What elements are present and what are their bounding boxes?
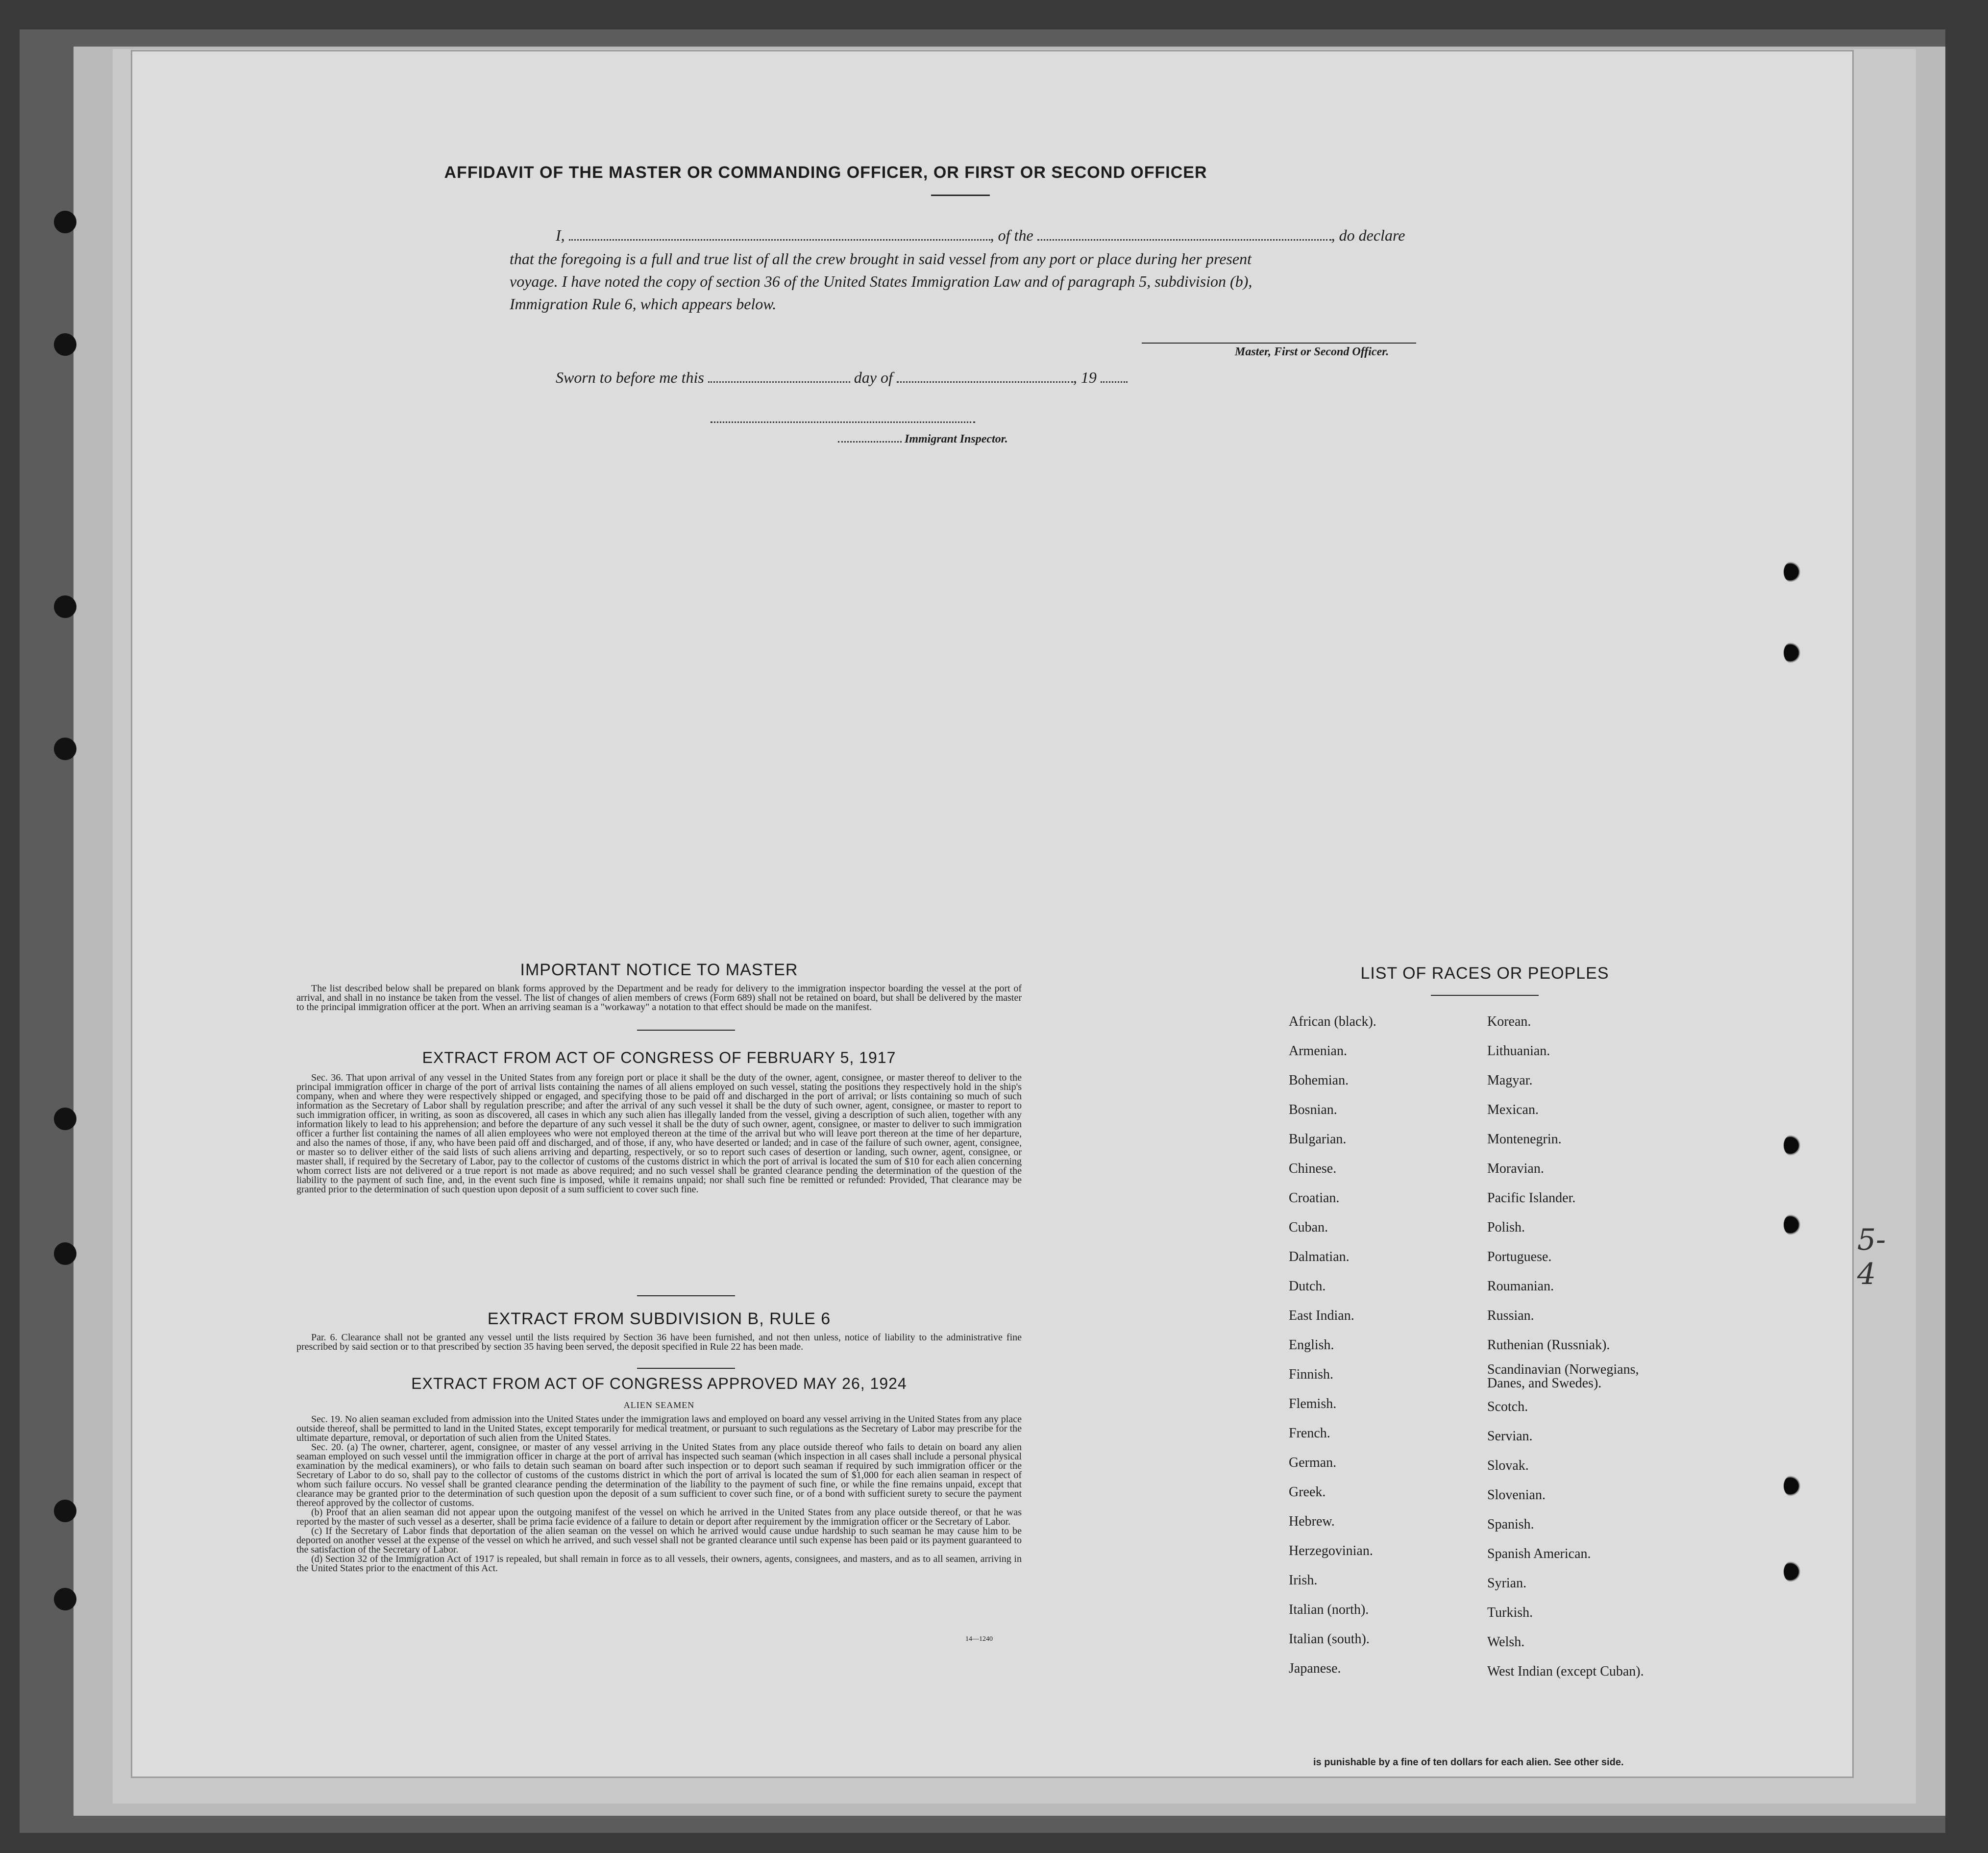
race-item: Spanish. <box>1487 1517 1534 1532</box>
affidavit-line-2: that the foregoing is a full and true list of all the crew brought in said vessel from any port or place during her present <box>510 250 1252 268</box>
race-item: German. <box>1289 1455 1337 1470</box>
extract-1917-title: EXTRACT FROM ACT OF CONGRESS OF FEBRUARY 5, 1917 <box>422 1049 896 1066</box>
race-item: Irish. <box>1289 1573 1318 1588</box>
divider <box>637 1295 735 1296</box>
race-item: Lithuanian. <box>1487 1043 1550 1059</box>
affidavit-line-3: voyage. I have noted the copy of section 36 of the United States Immigration Law and of paragraph 5, subdivision (b), <box>510 272 1252 290</box>
race-item: Herzegovinian. <box>1289 1543 1373 1558</box>
race-item: Chinese. <box>1289 1161 1337 1176</box>
divider <box>637 1368 735 1369</box>
race-item: Turkish. <box>1487 1605 1533 1620</box>
race-item: Italian (north). <box>1289 1602 1369 1617</box>
sworn-day-field[interactable] <box>708 371 850 383</box>
inspector-name-field[interactable] <box>838 435 902 443</box>
extract-1924-title: EXTRACT FROM ACT OF CONGRESS APPROVED MAY 26, 1924 <box>411 1375 907 1392</box>
race-item: Greek. <box>1289 1484 1326 1500</box>
binder-hole <box>54 1242 76 1265</box>
punch-hole <box>1784 1561 1800 1582</box>
race-item: Bohemian. <box>1289 1073 1349 1088</box>
extract-1924-sec19: Sec. 19. No alien seaman excluded from admission into the United States under the immigration laws and employed on board any vessel arriving in the United States from any place outside thereof, shall be permitted to land in the United States, except temporarily for medical treatment, or pursuant to such regulations as the Secretary of Labor may prescribe for the ultimate departure, removal, or deportation of such alien from the United States. <box>296 1414 1022 1443</box>
race-item: Finnish. <box>1289 1367 1334 1382</box>
binder-hole <box>54 738 76 760</box>
extract-1924-sec20b: (b) Proof that an alien seaman did not appear upon the outgoing manifest of the vessel on which he arrived in the United States from any place outside thereof, or that he was reported by the master of such vessel as a deserter, shall be prima facie evidence of a failure to detain or deport after requirement by the immigration officer or the Secretary of Labor. <box>296 1507 1022 1527</box>
sworn-label: Sworn to before me this <box>556 369 704 386</box>
handwritten-note: 5-4 <box>1857 1223 1886 1291</box>
race-item: Croatian. <box>1289 1190 1340 1206</box>
race-item: Bulgarian. <box>1289 1132 1347 1147</box>
affidavit-line-4: Immigration Rule 6, which appears below. <box>510 295 777 313</box>
punch-hole <box>1784 1135 1800 1156</box>
race-item: Ruthenian (Russniak). <box>1487 1337 1610 1353</box>
race-item: Japanese. <box>1289 1661 1341 1676</box>
extract-1924-sec20d: (d) Section 32 of the Immigration Act of 1917 is repealed, but shall remain in force as to all vessels, their owners, agents, consignees, and masters, and as to all seamen, arriving in the United States prior to the enactment of this Act. <box>296 1554 1022 1574</box>
binder-hole <box>54 1500 76 1522</box>
sworn-month-field[interactable] <box>897 371 1073 383</box>
race-item: Flemish. <box>1289 1396 1337 1411</box>
subdivision-paragraph: Par. 6. Clearance shall not be granted any vessel until the lists required by Section 36 have been furnished, and not then unless, notice of liability to the administrative fine prescribed by said section or to that prescribed by section 35 having been served, the deposit specified in Rule 22 has been made. <box>296 1332 1022 1352</box>
inspector-signature-line[interactable] <box>711 421 975 423</box>
races-title: LIST OF RACES OR PEOPLES <box>1360 964 1609 983</box>
binder-hole <box>54 333 76 356</box>
divider <box>1431 995 1539 996</box>
notice-title: IMPORTANT NOTICE TO MASTER <box>520 961 798 979</box>
race-item: East Indian. <box>1289 1308 1354 1323</box>
i-label: I, <box>556 226 565 244</box>
races-column-1 <box>1289 1007 1376 1683</box>
race-item: West Indian (except Cuban). <box>1487 1664 1644 1679</box>
race-item: Mexican. <box>1487 1102 1539 1117</box>
divider <box>637 1030 735 1031</box>
race-item: Syrian. <box>1487 1576 1527 1591</box>
race-item: Portuguese. <box>1487 1249 1552 1264</box>
race-item: Cuban. <box>1289 1220 1328 1235</box>
subdivision-title: EXTRACT FROM SUBDIVISION B, RULE 6 <box>487 1309 831 1328</box>
sworn-year-field[interactable] <box>1101 371 1128 383</box>
extract-1924-text <box>296 1415 1022 1573</box>
affidavit-body <box>510 247 1593 315</box>
day-of-label: day of <box>854 369 893 386</box>
notice-paragraph: The list described below shall be prepared on blank forms approved by the Department and be ready for delivery to the immigration inspector boarding the vessel at the port of arrival, and shall in no instance be taken from the vessel. The list of changes of alien members of crews (Form 689) shall not be retained on board, but shall be delivered by the master to the principal immigration officer at the port. When an arriving seaman is a "workaway" a notation to that effect should be made on the manifest. <box>296 983 1022 1013</box>
race-item: Welsh. <box>1487 1634 1525 1650</box>
divider <box>931 195 990 196</box>
extract-1917-paragraph: Sec. 36. That upon arrival of any vessel in the United States from any foreign port or place it shall be the duty of the owner, agent, consignee, or master thereof to deliver to the principal immigration officer in charge of the port of arrival lists containing the names of all aliens employed on such vessel, stating the positions they respectively hold in the ship's company, when and where they were respectively shipped or engaged, and specifying those to be paid off and discharged in the port of arrival; or lists containing so much of such information as the Secretary of Labor shall by regulation prescribe; and after the arrival of any such vessel it shall be the duty of such owner, agent, consignee, or master to report to such immigration officer, in writing, as soon as discovered, all cases in which any such alien has illegally landed from the vessel, giving a description of such alien, together with any information likely to lead to his apprehension; and before the departure of any such vessel it shall be the duty of such owner, agent, consignee, or master to deliver to such immigration officer a further list containing the names of all alien employees who were not employed thereon at the time of the arrival but who will leave port thereon at the time of her departure, and also the names of those, if any, who have been paid off and discharged, and of those, if any, who have deserted or landed; and in case of the failure of such owner, agent, consignee, or master so to deliver either of the said lists of such aliens arriving and departing, respectively, or so to report such cases of desertion or landing, such owner, agent, consignee, or master shall, if required by the Secretary of Labor, pay to the collector of customs of the customs district in which the port of arrival is located the sum of $10 for each alien concerning whom correct lists are not delivered or a true report is not made as above required; and no such vessel shall be granted clearance pending the determination of the question of the liability to the payment of such fine, and, in the event such fine is imposed, while it remains unpaid; nor shall such fine be remitted or refunded: Provided, That clearance may be granted prior to the determination of such question upon deposit of a sum sufficient to cover such fine. <box>296 1072 1022 1195</box>
race-item: Servian. <box>1487 1429 1533 1444</box>
race-item: Italian (south). <box>1289 1631 1370 1647</box>
underlying-footer-note: is punishable by a fine of ten dollars for each alien. See other side. <box>1313 1757 1624 1768</box>
race-item: Bosnian. <box>1289 1102 1337 1117</box>
punch-hole <box>1784 642 1800 664</box>
notice-text <box>296 984 1022 1012</box>
race-item: Scotch. <box>1487 1399 1528 1414</box>
master-signature-label: Master, First or Second Officer. <box>1235 346 1389 358</box>
master-name-field[interactable] <box>569 228 990 241</box>
extract-1924-sec20c: (c) If the Secretary of Labor finds that deportation of the alien seaman on the vessel on which he arrived would cause undue hardship to such seaman he may cause him to be deported on another vessel at the expense of the vessel on which he arrived, and such vessel shall not be granted clearance until such expense has been paid or its payment guaranteed to the satisfaction of the Secretary of Labor. <box>296 1526 1022 1555</box>
affidavit-title: AFFIDAVIT OF THE MASTER OR COMMANDING OFFICER, OR FIRST OR SECOND OFFICER <box>444 163 1207 182</box>
extract-1924-sec20a: Sec. 20. (a) The owner, charterer, agent, consignee, or master of any vessel arriving in the United States from any place outside thereof who fails to detain on board any alien seaman employed on such vessel until the immigration officer in charge at the port of arrival has inspected such seaman (which inspection in all cases shall include a personal physical examination by the medical examiners), or who fails to detain such seaman on board after such inspection or to deport such seaman if required by such immigration officer or the Secretary of Labor to do so, shall pay to the collector of customs of the customs district in which the port of arrival is located the sum of $1,000 for each alien seaman in respect of whom such failure occurs. No vessel shall be granted clearance pending the determination of the liability to the payment of such fine, or while the fine remains unpaid, except that clearance may be granted prior to the determination of such question upon the deposit of a sum sufficient to cover such fine, or of a bond with sufficient surety to secure the payment thereof approved by the collector of customs. <box>296 1442 1022 1508</box>
binder-hole <box>54 1108 76 1130</box>
extract-1924-subtitle: ALIEN SEAMEN <box>623 1400 695 1410</box>
race-item: Magyar. <box>1487 1073 1533 1088</box>
race-item: Montenegrin. <box>1487 1132 1562 1147</box>
race-item: Roumanian. <box>1487 1279 1554 1294</box>
form-number: 14—1240 <box>965 1635 993 1643</box>
affidavit-declaration-line <box>556 226 1405 245</box>
do-declare-label: , do declare <box>1331 226 1405 244</box>
race-item: Slovenian. <box>1487 1487 1546 1503</box>
race-item: Armenian. <box>1289 1043 1347 1059</box>
binder-hole <box>54 1588 76 1610</box>
inspector-line <box>838 433 1008 446</box>
race-item: Dalmatian. <box>1289 1249 1350 1264</box>
race-item: Polish. <box>1487 1220 1525 1235</box>
punch-hole <box>1784 561 1800 583</box>
race-item: English. <box>1289 1337 1334 1353</box>
sworn-line <box>556 369 1128 387</box>
punch-hole <box>1784 1214 1800 1235</box>
race-item: African (black). <box>1289 1014 1376 1029</box>
race-item: Scandinavian (Norwegians, Danes, and Swedes). <box>1487 1362 1639 1391</box>
inspector-label: Immigrant Inspector. <box>905 433 1008 445</box>
document-page <box>132 51 1886 1777</box>
master-signature-line[interactable] <box>1142 343 1416 344</box>
race-item: Dutch. <box>1289 1279 1326 1294</box>
vessel-name-field[interactable] <box>1037 228 1331 241</box>
subdivision-text <box>296 1333 1022 1352</box>
race-item: Slovak. <box>1487 1458 1529 1473</box>
binder-hole <box>54 595 76 618</box>
binder-hole <box>54 211 76 233</box>
race-item: Korean. <box>1487 1014 1531 1029</box>
race-item: French. <box>1289 1426 1330 1441</box>
extract-1917-text <box>296 1073 1022 1194</box>
of-the-label: , of the <box>990 226 1033 244</box>
year-label: , 19 <box>1073 369 1097 386</box>
race-item: Russian. <box>1487 1308 1534 1323</box>
race-item: Hebrew. <box>1289 1514 1335 1529</box>
races-column-2 <box>1487 1007 1673 1686</box>
race-item: Spanish American. <box>1487 1546 1591 1561</box>
race-item: Pacific Islander. <box>1487 1190 1576 1206</box>
punch-hole <box>1784 1475 1800 1497</box>
race-item: Moravian. <box>1487 1161 1544 1176</box>
